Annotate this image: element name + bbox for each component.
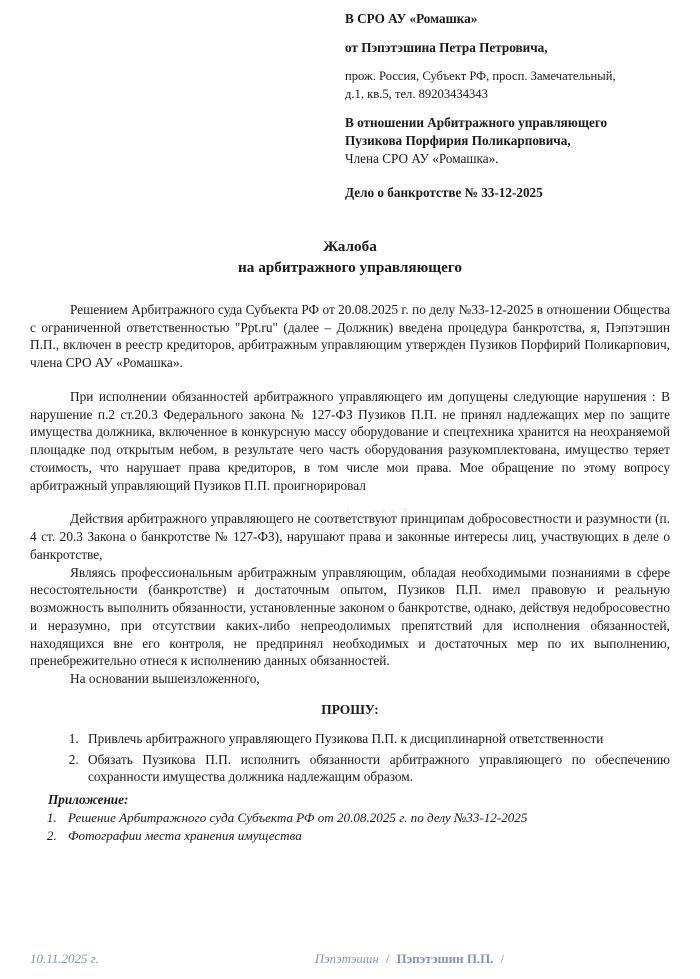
signature-printed-name: Пэпэтэшин П.П. [396,951,494,966]
addressee-organization: В СРО АУ «Ромашка» [345,11,478,26]
slash-right: / [500,951,505,966]
addressee-address [345,68,700,104]
addressee-from: от Пэпэтэшина Петра Петровича, [345,39,548,55]
page-title [30,236,670,279]
body-text [30,301,670,688]
paragraph-1: Решением Арбитражного суда Субъекта РФ от 20.08.2025 г. по делу №33-12-2025 в отношении Общества с ограниченной ответственностью "Ppt.ru" (далее – Должник) введена процедура банкротства, я, Пэпэтэшин П.П., включен в реестр кредиторов, арбитражным управляющим утвержден Пузиков Порфирий Поликарпович, члена СРО АУ «Ромашка». [30,301,670,371]
address-line-1: прож. Россия, Субъект РФ, просп. Замечательный, [345,68,616,83]
slash-left: / [385,951,390,966]
attachment-item: 2. Фотографии места хранения имущества [60,827,670,845]
regarding-line-2: Пузикова Порфирия Поликарповича, [345,133,571,149]
paragraph-5: На основании вышеизложенного, [70,671,260,687]
watermark: ppt.ru [291,487,415,547]
requests-list [30,730,670,786]
paragraph-3: Действия арбитражного управляющего не соответствуют принципам добросовестности и разумности (п. 4 ст. 20.3 Закона о банкротстве № 127-ФЗ), нарушают права и законные интересы лиц, участвующих в деле о банкротстве, [30,511,670,562]
title-line-1: Жалоба [323,237,377,255]
attachments-title: Приложение: [48,792,129,808]
document-footer [0,951,700,967]
title-line-2: на арбитражного управляющего [238,259,462,277]
attachment-item: 1. Решение Арбитражного суда Субъекта РФ от 20.08.2025 г. по делу №33-12-2025 [60,809,670,827]
request-heading: ПРОШУ: [321,701,379,717]
document-content [30,10,670,846]
paragraph-4: Являясь профессиональным арбитражным управляющим, обладая необходимыми познаниями в сфере несостоятельности (банкротстве) и достаточным опытом, Пузиков П.П. имел правовую и реальную возможность выполнить обязанности, установленные законом о банкротстве, однако, действуя недобросовестно и неразумно, при отсутствии каких-либо непреодолимых препятствий для исполнения обязанностей, находящихся вне его контроля, не предпринял необходимых и достаточных мер по их выполнению, пренебрежительно отнеся к исполнению данных обязанностей. [30,564,670,669]
regarding-line-1: В отношении Арбитражного управляющего [345,115,608,131]
handwritten-signature: Пэпэтэшин [315,952,379,966]
regarding-line-3: Члена СРО АУ «Ромашка». [345,151,499,166]
attachments-list [30,809,670,846]
request-item: 1. Привлечь арбитражного управляющего Пузикова П.П. к дисциплинарной ответственности [82,730,670,748]
document-page [0,10,700,979]
signature-date: 10.11.2025 г. [30,951,99,966]
case-number: Дело о банкротстве № 33-12-2025 [345,184,543,200]
addressee-block [345,10,700,202]
signature-block [315,951,504,967]
paragraph-2: При исполнении обязанностей арбитражного управляющего им допущены следующие нарушения : В нарушение п.2 ст.20.3 Федерального закона № 127-ФЗ Пузиков П.П. не принял надлежащих мер по защите имущества должника, включенное в конкурсную массу оборудование и спецтехника хранится на неохраняемой площадке под открытым небом, в результате чего часть оборудования разукомплектована, имущество теряет стоимость, что нарушает права кредиторов, в том числе мои права. Мое обращение по этому вопросу арбитражный управляющий Пузиков П.П. проигнорировал [30,388,670,493]
request-item: 2. Обязать Пузикова П.П. исполнить обязанности арбитражного управляющего по обеспечению сохранности имущества должника надлежащим образом. [82,751,670,787]
address-line-2: д.1, кв.5, тел. 89203434343 [345,86,488,101]
regarding-block [345,114,700,167]
